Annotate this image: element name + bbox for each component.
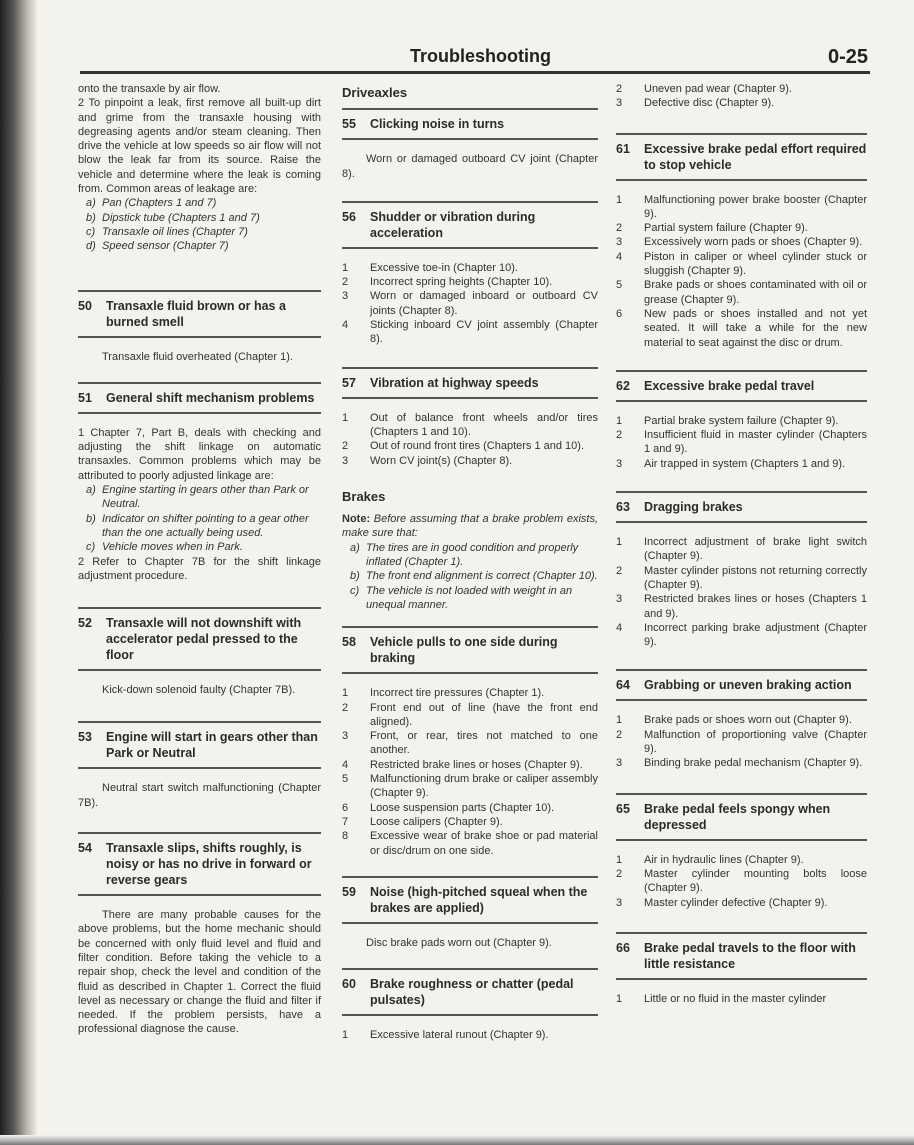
- list-item: 1 Malfunctioning power brake booster (Chapter 9).: [616, 193, 867, 220]
- list-item: a) Engine starting in gears other than Park or Neutral.: [86, 484, 309, 511]
- section-title: Clicking noise in turns: [370, 117, 505, 132]
- group-heading: Driveaxles: [342, 85, 408, 100]
- list-item: 5 Malfunctioning drum brake or caliper assembly (Chapter 9).: [342, 773, 598, 800]
- paragraph: Kick-down solenoid faulty (Chapter 7B).: [102, 684, 296, 697]
- section-number: 57: [342, 375, 356, 390]
- list-item: b) Dipstick tube (Chapters 1 and 7): [86, 211, 260, 224]
- section-61: [616, 133, 867, 181]
- page-number: 0-25: [827, 46, 868, 68]
- list-item: b) Indicator on shifter pointing to a gear other than the one actually being used.: [86, 512, 309, 539]
- section-50: [78, 290, 321, 338]
- list-item: 3 Worn or damaged inboard or outboard CV joints (Chapter 8).: [342, 290, 598, 317]
- section-62: [616, 370, 867, 402]
- section-60: [342, 968, 598, 1016]
- column-left: [78, 82, 321, 1105]
- list-item: 1 Excessive lateral runout (Chapter 9).: [342, 1029, 549, 1042]
- column-right: [616, 82, 867, 1105]
- list-item: c) The vehicle is not loaded with weight in an unequal manner.: [350, 584, 573, 611]
- list-item: 4 Incorrect parking brake adjustment (Chapter 9).: [616, 621, 867, 649]
- paragraph: 2 Refer to Chapter 7B for the shift linkage adjustment procedure.: [78, 555, 321, 582]
- list-item: 6 Loose suspension parts (Chapter 10).: [342, 801, 555, 814]
- column-middle: [342, 82, 598, 1105]
- list-item: 3 Worn CV joint(s) (Chapter 8).: [342, 454, 513, 467]
- section-title: Vibration at highway speeds: [370, 375, 539, 390]
- section-number: 58: [342, 635, 356, 650]
- section-51: [78, 382, 321, 414]
- section-number: 66: [616, 940, 630, 955]
- section-title: Vehicle pulls to one side during braking: [370, 635, 558, 666]
- section-number: 55: [342, 117, 356, 132]
- section-59: [342, 876, 598, 924]
- list-item: 4 Sticking inboard CV joint assembly (Chapter 8).: [342, 319, 598, 346]
- list-item: 2 Master cylinder mounting bolts loose (Chapter 9).: [616, 867, 867, 895]
- group-heading: Brakes: [342, 488, 386, 504]
- list-item: 1 Partial brake system failure (Chapter 9).: [616, 414, 839, 427]
- list-item: 1 Air in hydraulic lines (Chapter 9).: [616, 853, 804, 866]
- section-number: 54: [78, 841, 92, 856]
- section-63: [616, 491, 867, 523]
- list-item: a) Pan (Chapters 1 and 7): [86, 197, 217, 210]
- list-item: 1 Brake pads or shoes worn out (Chapter 9).: [616, 714, 852, 727]
- section-title: Brake pedal travels to the floor with little resistance: [644, 940, 856, 971]
- section-65: [616, 793, 867, 841]
- section-54: [78, 832, 321, 896]
- list-item: c) Transaxle oil lines (Chapter 7): [86, 225, 248, 238]
- note: Note: Before assuming that a brake problem exists, make sure that:: [342, 513, 598, 540]
- list-item: 2 Partial system failure (Chapter 9).: [616, 222, 808, 235]
- list-item: 7 Loose calipers (Chapter 9).: [342, 815, 503, 828]
- paragraph: Disc brake pads worn out (Chapter 9).: [366, 936, 552, 949]
- section-title: Engine will start in gears other than Park or Neutral: [106, 730, 318, 761]
- list-item: 1 Incorrect tire pressures (Chapter 1).: [342, 687, 545, 700]
- list-item: d) Speed sensor (Chapter 7): [86, 240, 229, 253]
- section-title: Shudder or vibration during acceleration: [370, 209, 536, 240]
- list-item: b) The front end alignment is correct (Chapter 10).: [350, 570, 598, 583]
- section-52: [78, 607, 321, 671]
- list-item: 6 New pads or shoes installed and not yet seated. It will take a while for the new material to seat against the disc or drum.: [616, 307, 867, 349]
- section-number: 52: [78, 616, 92, 631]
- section-title: Transaxle will not downshift with accelerator pedal pressed to the floor: [106, 616, 302, 663]
- section-number: 65: [616, 801, 630, 816]
- paragraph: 2 To pinpoint a leak, first remove all built-up dirt and grime from the transaxle housing with degreasing agents and/or steam cleaning. Then drive the vehicle at low speeds so air flow will not blow the leak far from its source. Raise the vehicle and determine where the leak is coming from. Common areas of leakage are:: [78, 97, 321, 196]
- section-58: [342, 626, 598, 674]
- section-title: Brake pedal feels spongy when depressed: [644, 801, 831, 832]
- section-number: 61: [616, 141, 630, 156]
- list-item: 2 Front end out of line (have the front end aligned).: [342, 701, 598, 728]
- section-title: Grabbing or uneven braking action: [644, 678, 852, 693]
- section-title: Dragging brakes: [644, 500, 743, 515]
- section-66: [616, 932, 867, 980]
- section-64: [616, 669, 867, 701]
- section-number: 56: [342, 209, 356, 224]
- section-title: Brake roughness or chatter (pedal pulsates): [370, 977, 574, 1008]
- section-number: 62: [616, 378, 630, 393]
- section-number: 64: [616, 678, 630, 693]
- section-53: [78, 721, 321, 769]
- paragraph: Transaxle fluid overheated (Chapter 1).: [102, 350, 293, 363]
- section-title: Excessive brake pedal effort required to stop vehicle: [644, 141, 867, 172]
- list-item: 3 Excessively worn pads or shoes (Chapter 9).: [616, 236, 863, 249]
- section-title: Excessive brake pedal travel: [644, 378, 815, 393]
- list-item: 3 Air trapped in system (Chapters 1 and 9).: [616, 457, 846, 470]
- header-rule: [80, 71, 870, 74]
- list-item: 3 Binding brake pedal mechanism (Chapter 9).: [616, 757, 863, 770]
- paragraph: 1 Chapter 7, Part B, deals with checking and adjusting the shift linkage on automatic transaxles. Common problems which may be attributed to poorly adjusted linkage are:: [78, 426, 321, 482]
- list-item: 2 Malfunction of proportioning valve (Chapter 9).: [616, 728, 867, 756]
- list-item: 3 Front, or rear, tires not matched to one another.: [342, 730, 598, 757]
- page-bottom-shadow: [0, 1135, 914, 1145]
- list-item: a) The tires are in good condition and properly inflated (Chapter 1).: [350, 541, 579, 569]
- list-item: 4 Restricted brake lines or hoses (Chapter 9).: [342, 758, 583, 771]
- list-item: 8 Excessive wear of brake shoe or pad material or disc/drum on one side.: [342, 830, 598, 857]
- section-title: Transaxle fluid brown or has a burned smell: [106, 298, 286, 329]
- section-number: 51: [78, 390, 92, 405]
- list-item: 5 Brake pads or shoes contaminated with oil or grease (Chapter 9).: [616, 279, 867, 306]
- list-item: 2 Insufficient fluid in master cylinder (Chapters 1 and 9).: [616, 429, 867, 456]
- list-item: 3 Restricted brakes lines or hoses (Chapters 1 and 9).: [616, 593, 867, 620]
- list-item: 2 Out of round front tires (Chapters 1 and 10).: [342, 440, 585, 453]
- list-item: 3 Defective disc (Chapter 9).: [616, 97, 775, 110]
- paragraph: There are many probable causes for the above problems, but the home mechanic should be concerned with only fluid level and fluid and filter condition. Before taking the vehicle to a repair shop, check the level and condition of the fluid as described in Chapter 1. Correct the fluid level as necessary or change the fluid and filter if needed. If the problem persists, have a professional diagnose the cause.: [78, 909, 321, 1036]
- list-item: 1 Excessive toe-in (Chapter 10).: [342, 261, 518, 274]
- paragraph: onto the transaxle by air flow.: [78, 83, 221, 95]
- page-header-title: Troubleshooting: [410, 46, 551, 66]
- list-item: 2 Incorrect spring heights (Chapter 10).: [342, 276, 553, 289]
- list-item: 1 Incorrect adjustment of brake light switch (Chapter 9).: [616, 536, 867, 563]
- list-item: c) Vehicle moves when in Park.: [86, 541, 243, 554]
- section-title: Noise (high-pitched squeal when the brakes are applied): [370, 884, 588, 915]
- section-title: General shift mechanism problems: [106, 390, 315, 405]
- section-56: [342, 201, 598, 249]
- section-number: 50: [78, 298, 92, 313]
- book-spine-shadow: [0, 0, 38, 1145]
- list-item: 3 Master cylinder defective (Chapter 9).: [616, 896, 828, 909]
- section-number: 53: [78, 730, 92, 745]
- section-number: 60: [342, 977, 356, 992]
- section-55: [342, 108, 598, 140]
- list-item: 1 Out of balance front wheels and/or tires (Chapters 1 and 10).: [342, 411, 598, 438]
- section-57: [342, 367, 598, 399]
- section-number: 59: [342, 884, 356, 899]
- list-item: 2 Uneven pad wear (Chapter 9).: [616, 83, 792, 95]
- paragraph: Worn or damaged outboard CV joint (Chapter 8).: [342, 153, 598, 180]
- list-item: 2 Master cylinder pistons not returning correctly (Chapter 9).: [616, 564, 867, 591]
- section-title: Transaxle slips, shifts roughly, is noisy or has no drive in forward or reverse gears: [106, 841, 312, 888]
- list-item: 1 Little or no fluid in the master cylinder: [616, 992, 827, 1005]
- section-number: 63: [616, 500, 630, 515]
- list-item: 4 Piston in caliper or wheel cylinder stuck or sluggish (Chapter 9).: [616, 250, 867, 278]
- paragraph: Neutral start switch malfunctioning (Chapter 7B).: [78, 782, 321, 809]
